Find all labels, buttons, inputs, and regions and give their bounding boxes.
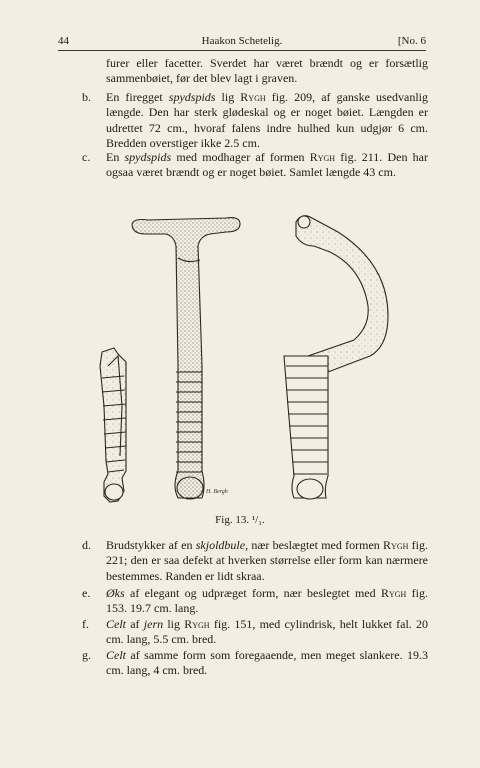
italic-term: Celt — [106, 648, 126, 662]
text-run: lig — [215, 90, 241, 104]
text-run: Brudstykker af en — [106, 538, 196, 552]
spearhead-fragment-left — [100, 348, 126, 502]
caption-prefix: Fig. 13. — [215, 514, 250, 526]
item-text — [106, 648, 428, 679]
italic-term: Celt — [106, 617, 126, 631]
central-object-stippled — [132, 218, 240, 499]
item-label: d. — [82, 538, 91, 552]
text-run: fig. 151, med cylindrisk, helt lukket fal. 20 cm. lang, 5.5 cm. bred. — [106, 617, 429, 647]
item-text — [106, 538, 428, 584]
item-label: e. — [82, 586, 91, 600]
text-run: fig. 211. Den har ogsaa været brændt og er noget bøiet. Samlet længde 43 cm. — [106, 150, 428, 180]
list-item-b — [82, 90, 428, 151]
italic-term: spydspids — [124, 150, 172, 164]
figure-13-illustration — [88, 206, 398, 506]
italic-term: jern — [143, 617, 164, 631]
reference-author: Rygh — [380, 586, 407, 600]
text-run: fig. 209, af ganske usedvanlig længde. Den har sterk glødeskal og er noget bøiet. Længden er udrettet 72 cm., hvoraf falens indre hulhed kun udgjør 6 cm. Bredden overstiger ikke 2.5 cm. — [106, 90, 428, 150]
figure-caption — [0, 513, 480, 527]
list-item-d — [82, 538, 428, 584]
running-header — [58, 34, 426, 48]
text-run: af samme form som foregaaende, men meget slankere. 19.3 cm. lang, 4 cm. bred. — [106, 648, 428, 678]
text-run: fig. 153. 19.7 cm. lang. — [106, 586, 428, 616]
reference-author: Rygh — [184, 617, 210, 631]
item-text — [106, 150, 428, 181]
italic-term: skjoldbule, — [195, 538, 249, 552]
caption-scale: ¹/₁. — [251, 514, 265, 526]
text-run: med modhager af formen — [171, 150, 310, 164]
item-label: b. — [82, 90, 91, 104]
item-text — [106, 617, 428, 648]
list-item-f — [82, 617, 428, 648]
issue-number: [No. 6 — [397, 35, 426, 47]
hooked-spearhead-right — [284, 216, 388, 499]
reference-author: Rygh — [383, 538, 409, 552]
item-label: f. — [82, 617, 89, 631]
list-item-e — [82, 586, 428, 617]
italic-term: spydspids — [168, 90, 216, 104]
list-item-c — [82, 150, 428, 181]
artist-signature: H. Bergh — [206, 489, 228, 495]
reference-author: Rygh — [309, 150, 336, 164]
running-title: Haakon Schetelig. — [201, 35, 283, 47]
text-run: En — [106, 150, 125, 164]
text-run: af elegant og udpræget form, nær beslegtet med — [124, 586, 381, 600]
text-run: En firegget — [106, 90, 169, 104]
item-text — [106, 90, 428, 151]
page-number: 44 — [58, 35, 69, 47]
reference-author: Rygh — [240, 90, 266, 104]
italic-term: Øks — [106, 586, 125, 600]
continued-paragraph — [106, 56, 428, 87]
text-run: fig. 221; den er saa defekt at hverken størrelse eller form kan nærmere bestemmes. Randen er lidt skraa. — [106, 538, 428, 583]
item-label: c. — [82, 150, 91, 164]
list-item-g — [82, 648, 428, 679]
continued-text: furer eller facetter. Sverdet har været brændt og er forsætlig sammenbøiet, før det blev lagt i graven. — [106, 56, 428, 86]
header-rule — [58, 50, 426, 51]
text-run: nær beslægtet med formen — [248, 538, 384, 552]
text-run: lig — [163, 617, 185, 631]
item-label: g. — [82, 648, 91, 662]
text-run: af — [126, 617, 144, 631]
item-text — [106, 586, 428, 617]
